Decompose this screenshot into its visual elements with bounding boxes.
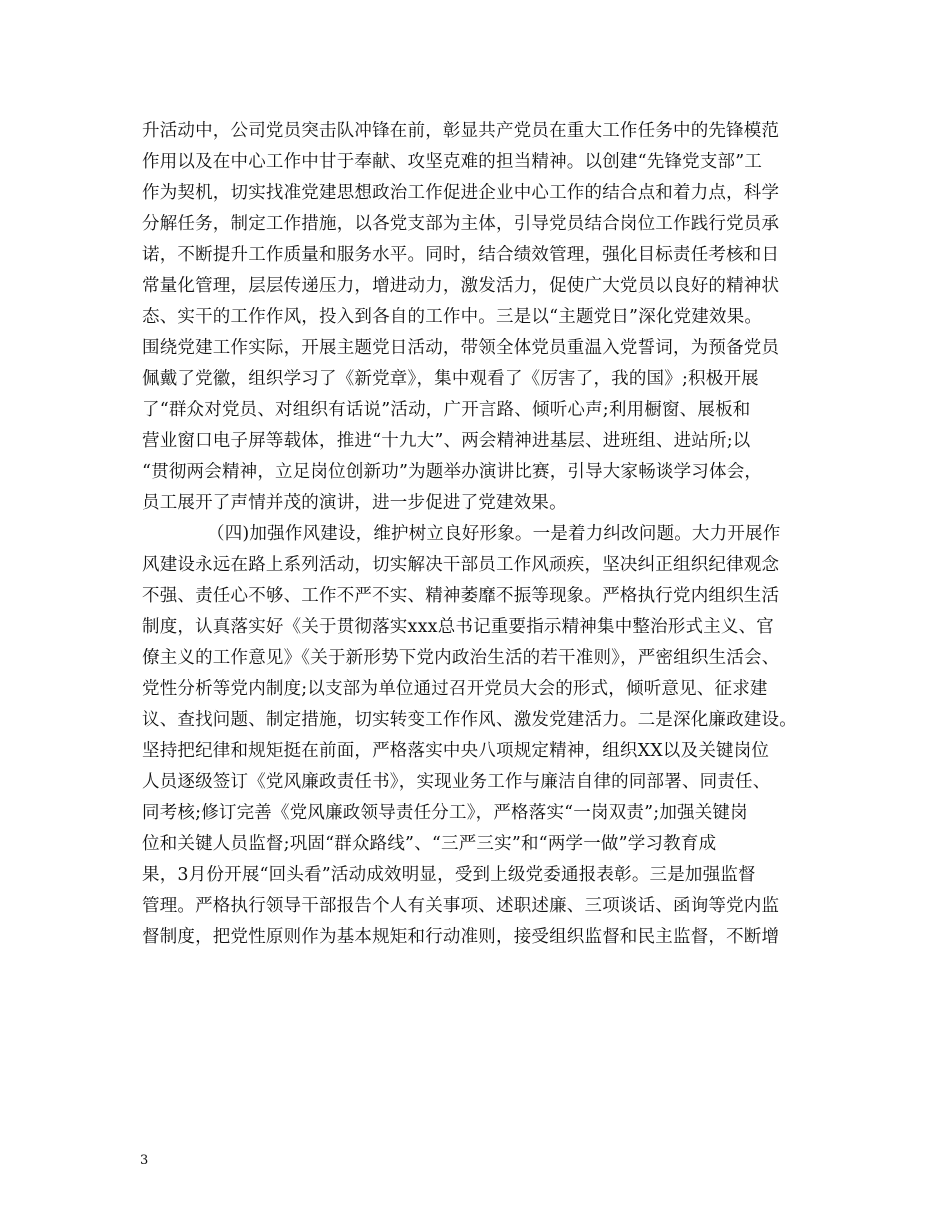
text-line: 党性分析等党内制度;以支部为单位通过召开党员大会的形式，倾听意见、征求建: [142, 679, 768, 699]
text-line: 围绕党建工作实际，开展主题党日活动，带领全体党员重温入党誓词，为预备党员: [142, 338, 780, 358]
text-line: 升活动中，公司党员突击队冲锋在前，彰显共产党员在重大工作任务中的先锋模范: [142, 121, 780, 141]
text-line: 营业窗口电子屏等载体，推进“十九大”、两会精神进基层、进班组、进站所;以: [142, 431, 751, 451]
text-line: 作为契机，切实找准党建思想政治工作促进企业中心工作的结合点和着力点，科学: [142, 183, 780, 203]
text-line: 果，3月份开展“回头看”活动成效明显，受到上级党委通报表彰。三是加强监督: [142, 865, 756, 885]
text-line: 督制度，把党性原则作为基本规矩和行动准则，接受组织监督和民主监督，不断增: [142, 927, 780, 947]
text-line: 制度，认真落实好《关于贯彻落实xxx总书记重要指示精神集中整治形式主义、官: [142, 617, 775, 637]
text-line: 佩戴了党徽，组织学习了《新党章》，集中观看了《厉害了，我的国》;积极开展: [142, 369, 759, 389]
text-line: 坚持把纪律和规矩挺在前面，严格落实中央八项规定精神，组织XX以及关键岗位: [142, 741, 770, 761]
text-line: 人员逐级签订《党风廉政责任书》，实现业务工作与廉洁自律的同部署、同责任、: [142, 772, 771, 792]
section-heading-line: （四)加强作风建设，维护树立良好形象。一是着力纠改问题。大力开展作: [207, 524, 781, 544]
text-line: 员工展开了声情并茂的演讲，进一步促进了党建效果。: [142, 493, 567, 513]
text-line: 管理。严格执行领导干部报告个人有关事项、述职述廉、三项谈话、函询等党内监: [142, 896, 780, 916]
text-line: 议、查找问题、制定措施，切实转变工作作风、激发党建活力。二是深化廉政建设。: [142, 710, 797, 730]
text-line: 态、实干的工作作风，投入到各自的工作中。三是以“主题党日”深化党建效果。: [142, 307, 763, 327]
text-line: 分解任务，制定工作措施，以各党支部为主体，引导党员结合岗位工作践行党员承: [142, 214, 780, 234]
text-line: 同考核;修订完善《党风廉政领导责任分工》，严格落实“一岗双责”;加强关键岗: [142, 803, 748, 823]
text-line: 了“群众对党员、对组织有话说”活动，广开言路、倾听心声;利用橱窗、展板和: [142, 400, 751, 420]
text-line: 诺，不断提升工作质量和服务水平。同时，结合绩效管理，强化目标责任考核和日: [142, 245, 780, 265]
text-line: 僚主义的工作意见》《关于新形势下党内政治生活的若干准则》，严密组织生活会、: [142, 648, 780, 668]
text-line: 常量化管理，层层传递压力，增进动力，激发活力，促使广大党员以良好的精神状: [142, 276, 780, 296]
text-line: “贯彻两会精神，立足岗位创新功”为题举办演讲比赛，引导大家畅谈学习体会，: [142, 462, 763, 482]
text-line: 作用以及在中心工作中甘于奉献、攻坚克难的担当精神。以创建“先锋党支部”工: [142, 152, 763, 172]
page-number: 3: [140, 1153, 149, 1168]
text-line: 位和关键人员监督;巩固“群众路线”、“三严三实”和“两学一做”学习教育成: [142, 834, 717, 854]
text-line: 不强、责任心不够、工作不严不实、精神萎靡不振等现象。严格执行党内组织生活: [142, 586, 780, 606]
text-line: 风建设永远在路上系列活动，切实解决干部员工作风顽疾，坚决纠正组织纪律观念: [142, 555, 780, 575]
